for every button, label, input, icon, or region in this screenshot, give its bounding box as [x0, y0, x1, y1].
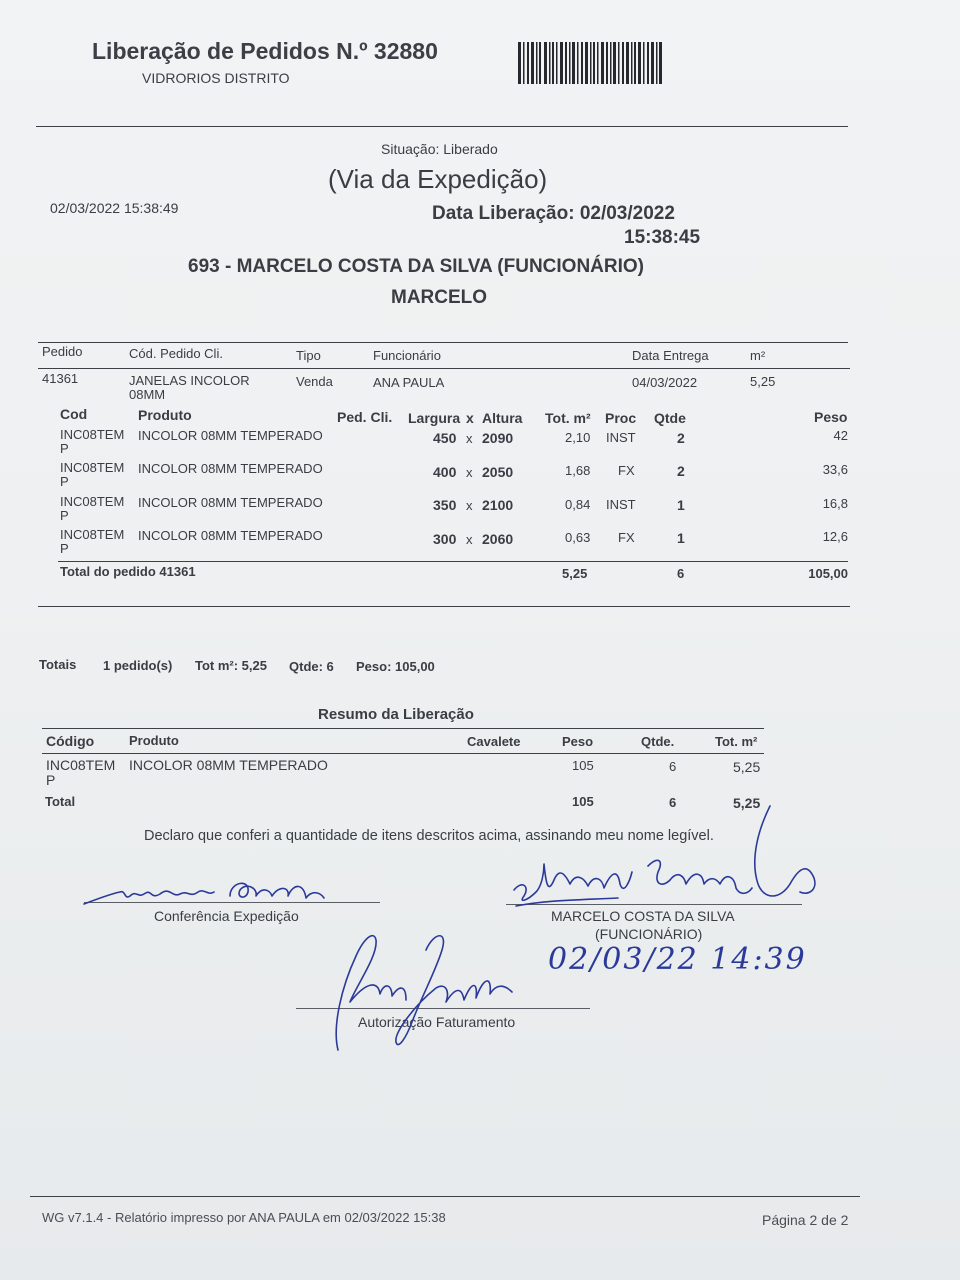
- item-largura: 450: [433, 430, 457, 446]
- signature-label-funcionario: (FUNCIONÁRIO): [595, 926, 703, 942]
- table-top-line: [38, 342, 848, 343]
- footer-page-number: Página 2 de 2: [762, 1212, 849, 1228]
- totals-peso: Peso: 105,00: [356, 659, 435, 674]
- cod-pedido-cli-line1: JANELAS INCOLOR: [129, 373, 250, 388]
- summary-tot-m2: 5,25: [733, 759, 761, 775]
- col-cod-pedido-cli: Cód. Pedido Cli.: [129, 346, 223, 361]
- summary-total-qtde: 6: [669, 795, 677, 810]
- summary-peso: 105: [572, 758, 594, 773]
- items-col-cod: Cod: [60, 406, 88, 422]
- items-col-ped-cli: Ped. Cli.: [337, 409, 393, 425]
- items-total-line: [58, 561, 848, 562]
- items-col-altura: Altura: [482, 410, 523, 426]
- item-produto: INCOLOR 08MM TEMPERADO: [138, 528, 323, 543]
- signature-autorizacao-icon: [326, 926, 526, 1056]
- summary-col-cavalete: Cavalete: [467, 734, 521, 749]
- signature-cliente-icon: [508, 800, 828, 920]
- summary-produto: INCOLOR 08MM TEMPERADO: [129, 757, 328, 773]
- item-tot-m2: 0,84: [565, 497, 591, 512]
- item-cod: INC08TEM: [60, 494, 125, 509]
- item-cod-cont: P: [60, 541, 69, 556]
- pedido-data-entrega: 04/03/2022: [632, 375, 698, 390]
- summary-col-codigo: Código: [46, 733, 95, 749]
- item-qtde: 2: [677, 430, 685, 446]
- col-data-entrega: Data Entrega: [632, 348, 709, 363]
- col-m2: m²: [750, 348, 766, 363]
- item-peso: 33,6: [822, 462, 848, 477]
- order-total-m2: 5,25: [562, 566, 588, 581]
- summary-top-line: [42, 728, 764, 729]
- summary-title: Resumo da Liberação: [318, 706, 474, 723]
- col-tipo: Tipo: [296, 348, 321, 363]
- summary-codigo-cont: P: [46, 772, 56, 788]
- item-largura: 300: [433, 531, 457, 547]
- order-total-qtde: 6: [677, 566, 685, 581]
- pedido-tipo: Venda: [296, 374, 333, 389]
- item-proc: INST: [606, 430, 636, 445]
- section-divider: [38, 606, 850, 607]
- summary-qtde: 6: [669, 759, 677, 774]
- printed-timestamp: 02/03/2022 15:38:49: [50, 200, 179, 216]
- signature-conferencia-icon: [80, 868, 340, 912]
- item-altura: 2100: [482, 497, 514, 513]
- item-cod-cont: P: [60, 441, 69, 456]
- item-altura: 2050: [482, 464, 514, 480]
- summary-total-m2: 5,25: [733, 795, 761, 811]
- item-produto: INCOLOR 08MM TEMPERADO: [138, 495, 323, 510]
- item-x: x: [466, 465, 473, 480]
- col-pedido: Pedido: [42, 344, 83, 359]
- item-cod: INC08TEM: [60, 427, 125, 442]
- col-funcionario: Funcionário: [373, 348, 441, 363]
- signature-label-conferencia: Conferência Expedição: [154, 908, 299, 924]
- summary-codigo: INC08TEM: [46, 757, 116, 773]
- item-produto: INCOLOR 08MM TEMPERADO: [138, 461, 323, 476]
- order-total-peso: 105,00: [808, 566, 848, 581]
- item-cod-cont: P: [60, 474, 69, 489]
- totals-label: Totais: [39, 657, 77, 672]
- items-col-tot-m2: Tot. m²: [545, 410, 591, 426]
- items-col-largura: Largura: [408, 410, 461, 426]
- items-col-proc: Proc: [605, 410, 637, 426]
- company-name: VIDRORIOS DISTRITO: [142, 70, 290, 86]
- item-largura: 350: [433, 497, 457, 513]
- totals-pedidos: 1 pedido(s): [103, 658, 173, 673]
- footer-divider: [30, 1196, 860, 1197]
- item-produto: INCOLOR 08MM TEMPERADO: [138, 428, 323, 443]
- item-cod-cont: P: [60, 508, 69, 523]
- handwritten-date: 02/03/22 14:39: [548, 942, 807, 977]
- item-qtde: 1: [677, 497, 685, 513]
- declaration-text: Declaro que conferi a quantidade de itens descritos acima, assinando meu nome legível.: [144, 828, 714, 844]
- signature-label-cliente: MARCELO COSTA DA SILVA: [551, 908, 735, 924]
- release-date: Data Liberação: 02/03/2022: [432, 203, 675, 224]
- pedido-funcionario: ANA PAULA: [373, 375, 445, 390]
- summary-col-produto: Produto: [129, 733, 179, 748]
- client-line: 693 - MARCELO COSTA DA SILVA (FUNCIONÁRIO): [188, 256, 644, 277]
- document-title: Liberação de Pedidos N.º 32880: [92, 38, 438, 64]
- item-cod: INC08TEM: [60, 527, 125, 542]
- order-total-label: Total do pedido 41361: [60, 564, 196, 579]
- items-col-qtde: Qtde: [654, 410, 686, 426]
- item-largura: 400: [433, 464, 457, 480]
- summary-total-peso: 105: [572, 794, 594, 809]
- table-header-line: [38, 368, 850, 369]
- footer-print-info: WG v7.1.4 - Relatório impresso por ANA PAULA em 02/03/2022 15:38: [42, 1210, 446, 1225]
- item-proc: INST: [606, 497, 636, 512]
- summary-header-line: [42, 753, 764, 754]
- item-qtde: 2: [677, 463, 685, 479]
- item-peso: 42: [833, 428, 848, 443]
- summary-col-tot-m2: Tot. m²: [715, 734, 758, 749]
- release-time: 15:38:45: [624, 227, 701, 248]
- summary-col-qtde: Qtde.: [641, 734, 675, 749]
- item-x: x: [466, 431, 473, 446]
- status-label: Situação: Liberado: [381, 141, 498, 157]
- pedido-m2: 5,25: [750, 374, 776, 389]
- item-altura: 2090: [482, 430, 514, 446]
- items-col-peso: Peso: [814, 409, 848, 425]
- via-label: (Via da Expedição): [328, 164, 548, 194]
- item-tot-m2: 2,10: [565, 430, 591, 445]
- items-col-x: x: [466, 410, 474, 426]
- item-tot-m2: 0,63: [565, 530, 591, 545]
- item-peso: 16,8: [822, 496, 848, 511]
- header-divider: [36, 126, 848, 127]
- item-x: x: [466, 498, 473, 513]
- items-col-produto: Produto: [138, 407, 192, 423]
- item-cod: INC08TEM: [60, 460, 125, 475]
- item-peso: 12,6: [822, 529, 848, 544]
- barcode-icon: [518, 42, 662, 84]
- signature-label-autorizacao: Autorização Faturamento: [358, 1014, 516, 1030]
- totals-qtde: Qtde: 6: [289, 659, 334, 674]
- pedido-number: 41361: [42, 371, 79, 386]
- item-x: x: [466, 532, 473, 547]
- client-name: MARCELO: [391, 287, 488, 308]
- cod-pedido-cli-line2: 08MM: [129, 387, 166, 402]
- item-qtde: 1: [677, 530, 685, 546]
- summary-col-peso: Peso: [562, 734, 594, 749]
- item-tot-m2: 1,68: [565, 463, 591, 478]
- summary-total-label: Total: [45, 794, 76, 809]
- item-proc: FX: [618, 530, 635, 545]
- totals-m2: Tot m²: 5,25: [195, 658, 267, 673]
- item-altura: 2060: [482, 531, 514, 547]
- item-proc: FX: [618, 463, 635, 478]
